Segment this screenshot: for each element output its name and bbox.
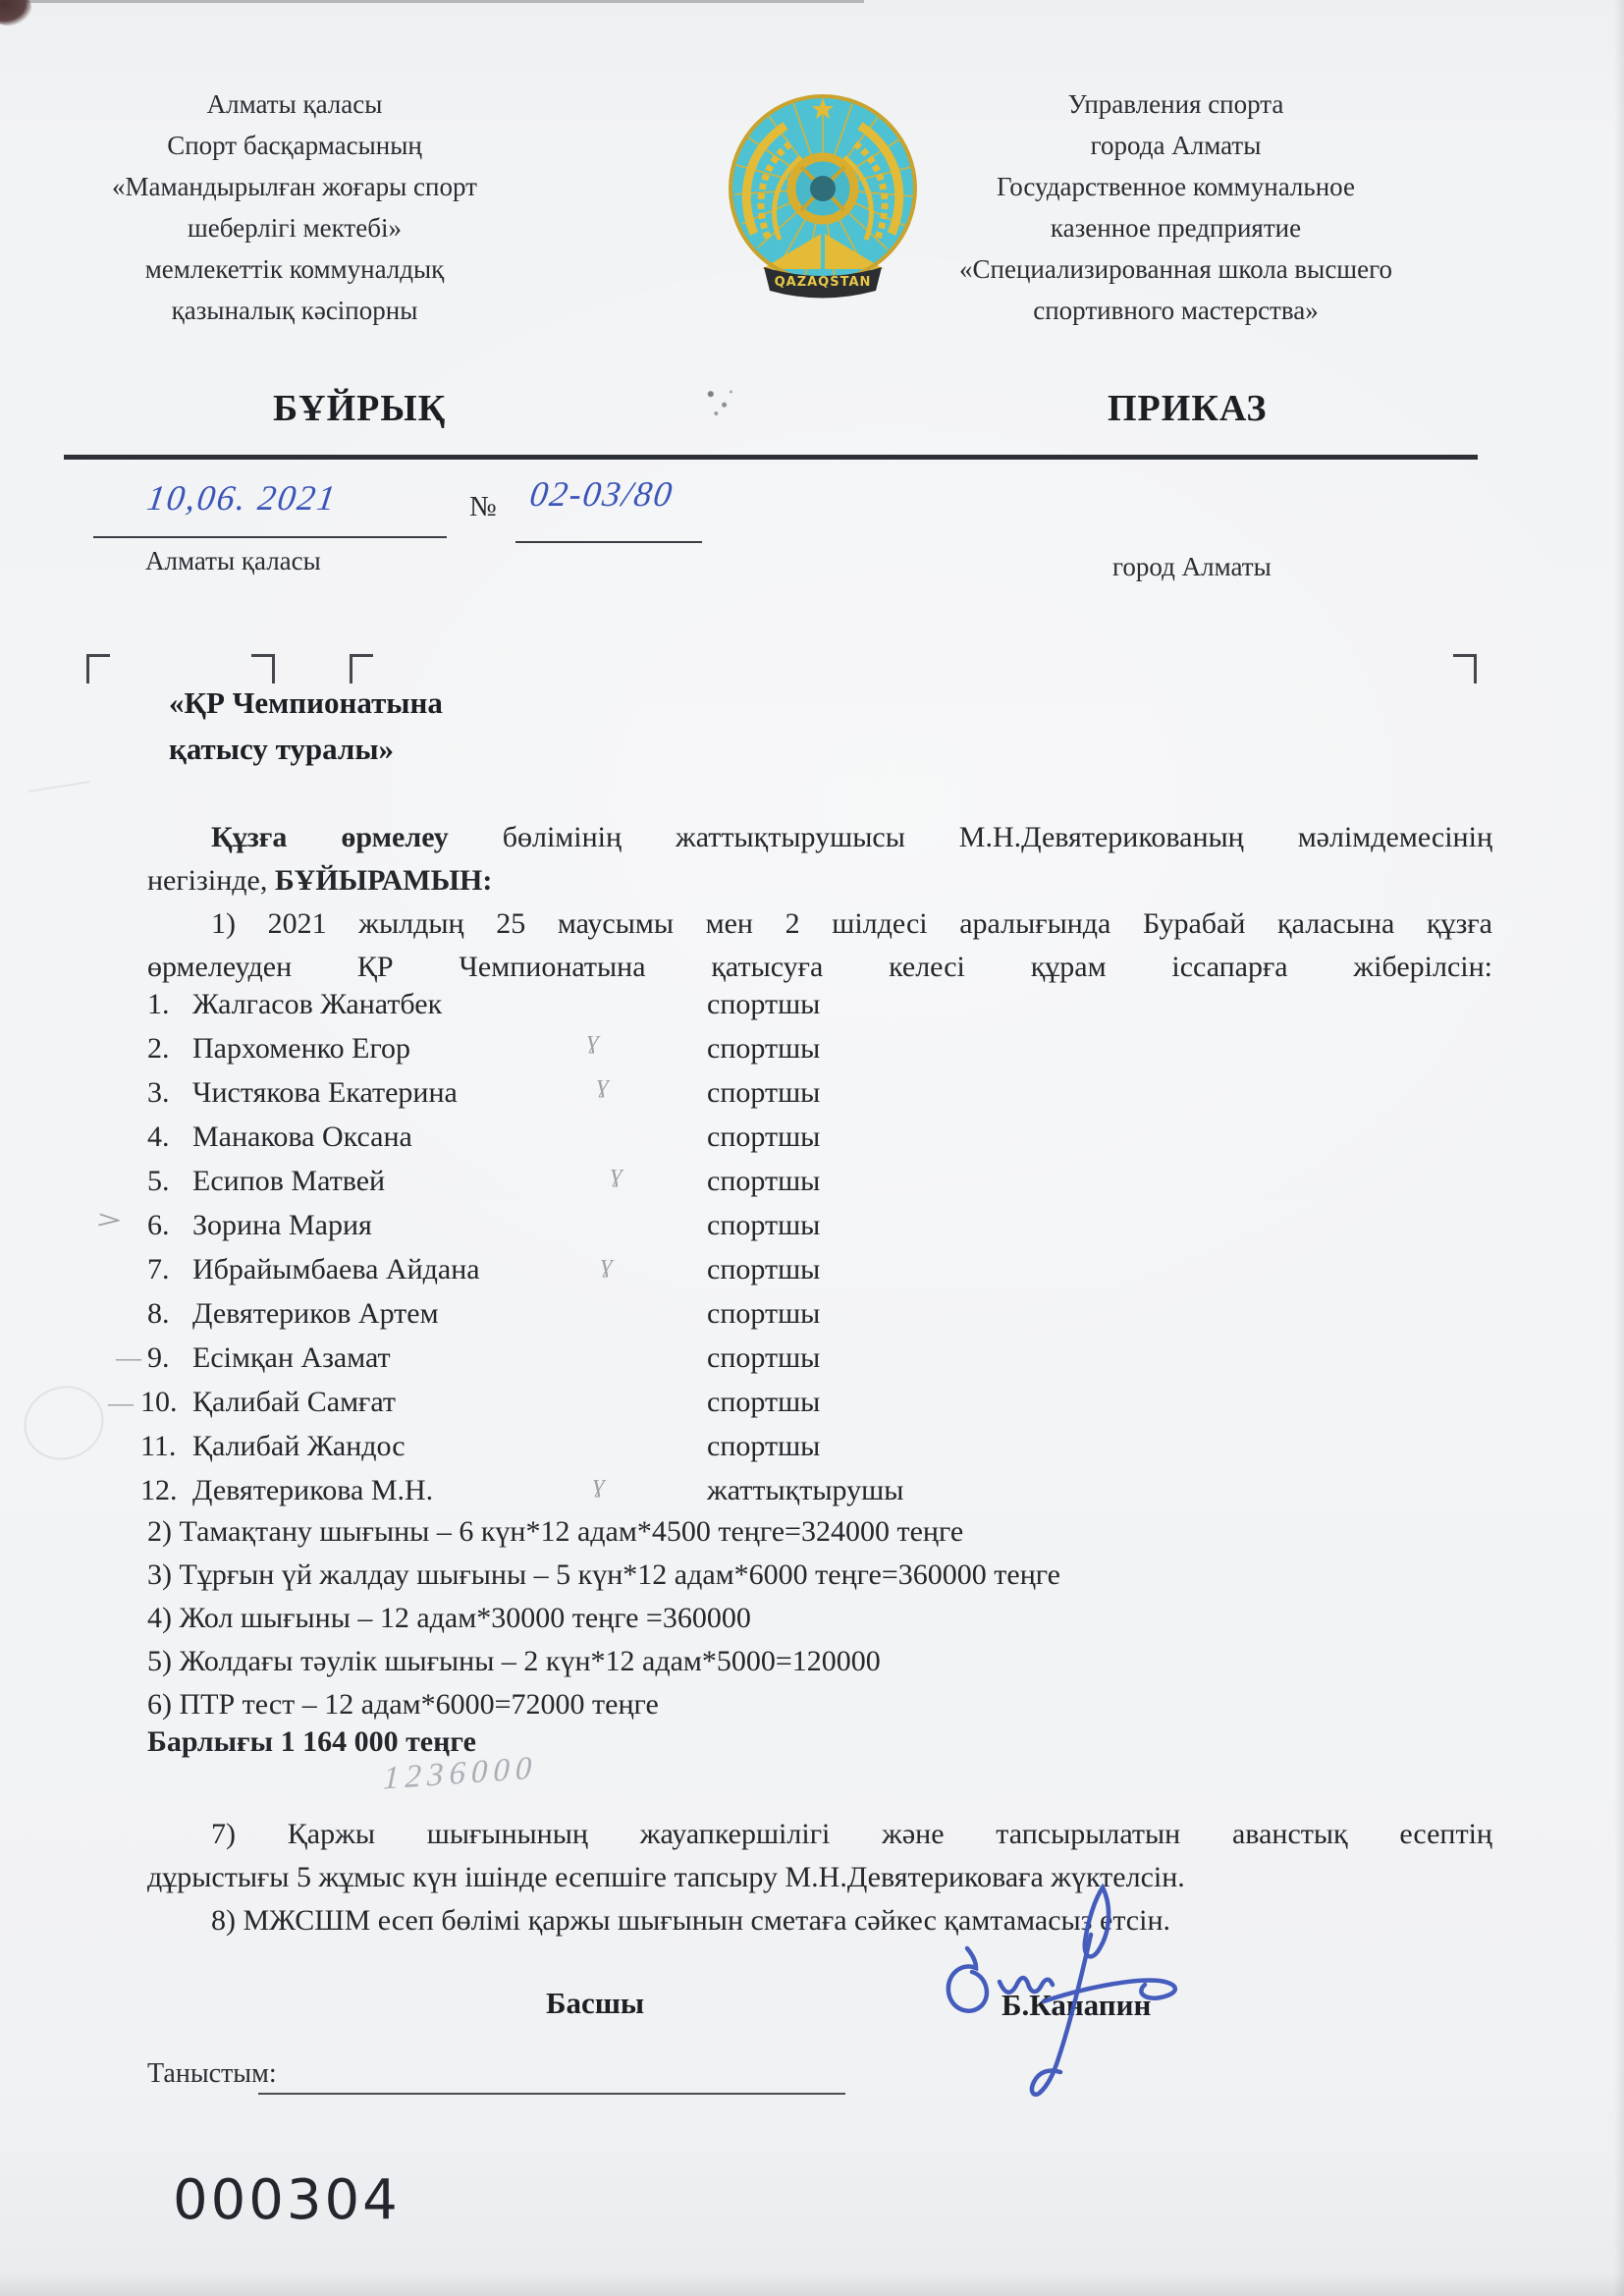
number-underline xyxy=(515,541,702,543)
paper-crease xyxy=(27,781,90,793)
roster-number: 12. xyxy=(140,1474,178,1506)
pencil-dash-mark: — xyxy=(116,1343,141,1372)
roster-name: Есипов Матвей xyxy=(192,1165,386,1197)
roster-row xyxy=(147,1076,1227,1110)
item1-line-2: өрмелеуден ҚР Чемпионатына қатысуға келесі құрам іссапарға жіберілсін: xyxy=(147,951,1492,983)
number-sign: № xyxy=(469,491,497,522)
pencil-tick-mark: ɣ xyxy=(611,1159,623,1187)
expense-line: 5) Жолдағы тәулік шығыны – 2 күн*12 адам*5000=120000 xyxy=(147,1645,881,1677)
item1-line-1: 1) 2021 жылдың 25 маусымы мен 2 шілдесі аралығында Бурабай қаласына құзға xyxy=(211,907,1492,940)
subject-line-2: қатысу туралы» xyxy=(169,732,395,766)
signer-position: Басшы xyxy=(546,1986,645,2020)
pencil-tick-mark: ɣ xyxy=(601,1249,614,1278)
roster-number: 10. xyxy=(140,1386,178,1418)
corner-stain-artifact xyxy=(0,0,31,26)
order-verb-bold: БҰЙЫРАМЫН: xyxy=(274,864,493,897)
expense-line: 6) ПТР тест – 12 адам*6000=72000 теңге xyxy=(147,1688,659,1721)
handwritten-date: 10,06. 2021 xyxy=(144,478,340,518)
roster-number: 7. xyxy=(147,1253,170,1285)
expense-line: 4) Жол шығыны – 12 адам*30000 теңге =360000 xyxy=(147,1602,751,1634)
roster-row xyxy=(140,1474,1220,1507)
roster-number: 5. xyxy=(147,1165,170,1197)
emblem-banner-text: QAZAQSTAN xyxy=(774,275,872,290)
org-ru-line: Государственное коммунальное xyxy=(996,172,1355,201)
roster-row xyxy=(147,988,1227,1021)
org-name-kazakh xyxy=(79,83,511,331)
scan-bottom-shadow xyxy=(0,2272,1624,2296)
roster-number: 1. xyxy=(147,988,170,1020)
pencil-dash-mark: — xyxy=(108,1389,134,1417)
signature-ink xyxy=(913,1884,1198,2109)
acknowledgement-label: Таныстым: xyxy=(147,2058,277,2089)
subject-line-1: «ҚР Чемпионатына xyxy=(169,685,443,720)
org-kk-line: мемлекеттік коммуналдық xyxy=(144,254,445,284)
crop-mark-top-right xyxy=(251,654,275,683)
roster-name: Есімқан Азамат xyxy=(192,1341,391,1374)
roster-name: Жалгасов Жанатбек xyxy=(192,988,443,1020)
org-ru-line: города Алматы xyxy=(1090,131,1262,160)
roster-role: спортшы xyxy=(707,1430,821,1462)
acknowledgement-underline xyxy=(258,2093,845,2095)
roster-role: спортшы xyxy=(707,1032,821,1065)
org-kk-line: «Мамандырылған жоғары спорт xyxy=(112,172,477,201)
roster-number: 9. xyxy=(147,1341,170,1374)
roster-role: спортшы xyxy=(707,988,821,1020)
roster-role: спортшы xyxy=(707,1386,821,1418)
page-number-stamp: 000304 xyxy=(173,2168,401,2232)
pencil-arrow-mark: > xyxy=(95,1205,124,1235)
roster-name: Қалибай Жандос xyxy=(192,1430,406,1462)
signature-flourish xyxy=(1044,1981,1175,2001)
pencil-total-note: 1236000 xyxy=(382,1750,538,1797)
roster-role: спортшы xyxy=(707,1253,821,1285)
org-kk-line: қазыналық кәсіпорны xyxy=(171,296,418,325)
intro-line-2 xyxy=(147,864,1492,898)
roster-name: Ибрайымбаева Айдана xyxy=(192,1253,480,1285)
roster-number: 3. xyxy=(147,1076,170,1109)
scan-edge-artifact xyxy=(0,0,864,3)
org-ru-line: спортивного мастерства» xyxy=(1033,296,1319,325)
roster-row xyxy=(147,1121,1227,1154)
clause-7-line-2: дұрыстығы 5 жұмыс күн ішінде есепшіге тапсыру М.Н.Девятериковаға жүктелсін. xyxy=(147,1861,1185,1893)
place-kazakh: Алматы қаласы xyxy=(145,546,321,575)
total-line: Барлығы 1 164 000 теңге xyxy=(147,1725,476,1758)
signer-name: Б.Канапин xyxy=(1001,1988,1152,2022)
org-kk-line: Алматы қаласы xyxy=(206,89,383,119)
roster-role: спортшы xyxy=(707,1165,821,1197)
roster-row xyxy=(147,1032,1227,1066)
paper-crease-oval xyxy=(13,1374,115,1471)
roster-number: 8. xyxy=(147,1297,170,1330)
roster-name: Қалибай Самғат xyxy=(192,1386,397,1418)
roster-row xyxy=(140,1386,1220,1419)
crop-mark-top-left xyxy=(350,654,373,683)
date-underline xyxy=(93,536,447,538)
roster-role: жаттықтырушы xyxy=(707,1474,904,1506)
intro-rest: бөлімінің жаттықтырушысы М.Н.Девятерикованың мәлімдемесінің xyxy=(448,821,1493,853)
handwritten-number: 02-03/80 xyxy=(527,474,677,514)
scan-right-shadow xyxy=(1614,0,1624,2296)
roster-role: спортшы xyxy=(707,1209,821,1241)
header-rule xyxy=(64,455,1478,460)
roster-name: Девятерикова М.Н. xyxy=(192,1474,434,1506)
roster-number: 6. xyxy=(147,1209,170,1241)
kazakhstan-coat-of-arms xyxy=(725,90,921,308)
intro-line-1 xyxy=(147,821,1492,854)
crop-mark-top-left xyxy=(86,654,110,683)
roster-row xyxy=(147,1297,1227,1331)
org-ru-line: казенное предприятие xyxy=(1050,213,1302,243)
place-russian: город Алматы xyxy=(1112,552,1272,581)
signature-descender xyxy=(1032,1935,1091,2095)
roster-name: Пархоменко Егор xyxy=(192,1032,411,1065)
pencil-tick-mark: ɣ xyxy=(587,1025,600,1054)
roster-role: спортшы xyxy=(707,1341,821,1374)
org-name-russian xyxy=(918,83,1434,331)
roster-row xyxy=(147,1209,1227,1242)
roster-role: спортшы xyxy=(707,1076,821,1109)
roster-number: 4. xyxy=(147,1121,170,1153)
signature-initial xyxy=(948,1948,987,2011)
roster-name: Девятериков Артем xyxy=(192,1297,439,1330)
doc-type-kazakh: БҰЙРЫҚ xyxy=(273,388,447,429)
roster-role: спортшы xyxy=(707,1121,821,1153)
org-kk-line: шеберлігі мектебі» xyxy=(188,213,402,243)
roster-number: 11. xyxy=(140,1430,177,1462)
clause-8: 8) МЖСШМ есеп бөлімі қаржы шығынын сметаға сәйкес қамтамасыз етсін. xyxy=(211,1904,1171,1937)
roster-row xyxy=(147,1165,1227,1198)
pencil-tick-mark: ɣ xyxy=(593,1469,606,1498)
expense-line: 2) Тамақтану шығыны – 6 күн*12 адам*4500 теңге=324000 теңге xyxy=(147,1515,964,1548)
org-ru-line: Управления спорта xyxy=(1067,89,1284,119)
roster-row xyxy=(140,1430,1220,1463)
intro-line2-pre: негізінде, xyxy=(147,864,275,897)
roster-name: Зорина Мария xyxy=(192,1209,372,1241)
roster-role: спортшы xyxy=(707,1297,821,1330)
doc-type-russian: ПРИКАЗ xyxy=(1108,388,1268,429)
org-kk-line: Спорт басқармасының xyxy=(167,131,422,160)
intro-bold-lead: Құзға өрмелеу xyxy=(211,821,449,853)
roster-row xyxy=(147,1253,1227,1286)
roster-number: 2. xyxy=(147,1032,170,1065)
roster-name: Чистякова Екатерина xyxy=(192,1076,458,1109)
roster-name: Манакова Оксана xyxy=(192,1121,412,1153)
clause-7-line-1: 7) Қаржы шығынының жауапкершілігі және тапсырылатын аванстық есептің xyxy=(211,1818,1492,1850)
expense-line: 3) Тұрғын үй жалдау шығыны – 5 күн*12 адам*6000 теңге=360000 теңге xyxy=(147,1558,1060,1591)
emblem-shanyrak-center xyxy=(810,176,836,201)
roster-row xyxy=(147,1341,1227,1375)
ink-smudge-artifact xyxy=(697,381,742,424)
signature-squiggle xyxy=(1000,1978,1053,1993)
crop-mark-top-right xyxy=(1453,654,1477,683)
org-ru-line: «Специализированная школа высшего xyxy=(959,254,1392,284)
pencil-tick-mark: ɣ xyxy=(597,1069,610,1098)
